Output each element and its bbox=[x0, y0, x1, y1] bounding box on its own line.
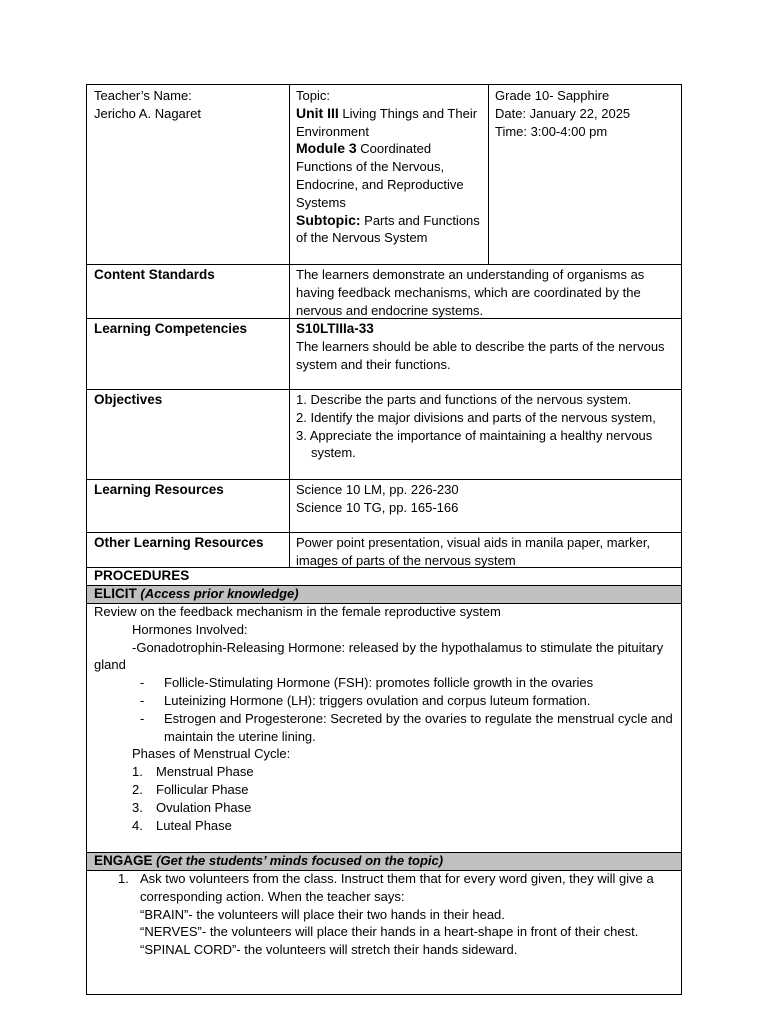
lesson-plan-table bbox=[86, 84, 682, 995]
subtopic-label: Subtopic: bbox=[296, 211, 361, 228]
objectives-cell bbox=[289, 389, 681, 462]
phase-item-text: Menstrual Phase bbox=[156, 764, 254, 780]
learning-resources-cell bbox=[289, 479, 681, 517]
objectives-label: Objectives bbox=[94, 392, 163, 407]
elicit-sub: (Access prior knowledge) bbox=[136, 586, 299, 601]
hormone-item: - Follicle-Stimulating Hormone (FSH): promotes follicle growth in the ovaries bbox=[140, 675, 594, 691]
engage-content bbox=[87, 870, 681, 959]
other-resources-label: Other Learning Resources bbox=[94, 535, 264, 550]
schedule-cell bbox=[488, 85, 681, 140]
phases-label: Phases of Menstrual Cycle: bbox=[132, 746, 291, 762]
engage-label: ENGAGE bbox=[94, 853, 153, 868]
hormones-label: Hormones Involved: bbox=[132, 621, 248, 637]
competency-code: S10LTIIIa-33 bbox=[296, 321, 374, 336]
unit-label: Unit III bbox=[296, 104, 339, 121]
elicit-content bbox=[87, 603, 681, 834]
unit-text: Living Things and Their Environment bbox=[296, 105, 478, 139]
module-text: Coordinated Functions of the Nervous, Endocrine, and Reproductive Systems bbox=[296, 141, 464, 210]
elicit-intro: Review on the feedback mechanism in the female reproductive system bbox=[94, 604, 501, 619]
elicit-heading bbox=[87, 585, 681, 603]
module-label: Module 3 bbox=[296, 140, 357, 157]
topic-label: Topic: bbox=[296, 88, 330, 103]
objective-item: 2. Identify the major divisions and parts of the nervous system, bbox=[296, 409, 656, 425]
topic-cell bbox=[289, 85, 488, 247]
hormone-item-text: Luteinizing Hormone (LH): triggers ovulation and corpus luteum formation. bbox=[164, 692, 591, 708]
engage-item-text: Ask two volunteers from the class. Instruct them that for every word given, they will give a corresponding action. When the teacher says: bbox=[140, 871, 654, 904]
phase-item: 2. Follicular Phase bbox=[132, 781, 249, 797]
learning-competencies-cell bbox=[289, 318, 681, 373]
hormone-item-text: Estrogen and Progesterone: Secreted by the ovaries to regulate the menstrual cycle and maintain the uterine lining. bbox=[164, 710, 673, 744]
engage-nerves: “NERVES”- the volunteers will place their hands in a heart-shape in front of their chest. bbox=[140, 924, 639, 940]
hormone-item: - Luteinizing Hormone (LH): triggers ovulation and corpus luteum formation. bbox=[140, 692, 591, 708]
engage-heading bbox=[87, 852, 681, 870]
content-standards-text: The learners demonstrate an understanding of organisms as having feedback mechanisms, which are coordinated by the nervous and endocrine systems. bbox=[296, 267, 645, 318]
engage-brain: “BRAIN”- the volunteers will place their two hands in their head. bbox=[140, 906, 505, 922]
competency-text: The learners should be able to describe the parts of the nervous system and their functions. bbox=[296, 338, 665, 372]
objective-item: 3. Appreciate the importance of maintaining a healthy nervous system. bbox=[296, 427, 653, 461]
phase-item: 4. Luteal Phase bbox=[132, 817, 232, 833]
learning-resources-label: Learning Resources bbox=[94, 482, 224, 497]
teacher-name: Jericho A. Nagaret bbox=[94, 105, 201, 121]
teacher-label: Teacher’s Name: bbox=[94, 88, 192, 103]
subtopic-text: Parts and Functions of the Nervous System bbox=[296, 212, 480, 246]
engage-sub: (Get the students’ minds focused on the topic) bbox=[152, 853, 444, 868]
resource-item: Science 10 TG, pp. 165-166 bbox=[296, 499, 459, 515]
engage-spinal: “SPINAL CORD”- the volunteers will stretch their hands sideward. bbox=[140, 942, 518, 958]
objective-item: 1. Describe the parts and functions of the nervous system. bbox=[296, 392, 632, 407]
grade-section: Grade 10- Sapphire bbox=[495, 88, 610, 103]
phase-item: 3. Ovulation Phase bbox=[132, 799, 252, 815]
phase-item-text: Luteal Phase bbox=[156, 817, 232, 833]
phase-item-text: Follicular Phase bbox=[156, 781, 249, 797]
teacher-cell bbox=[87, 85, 289, 123]
hormone-item: - Estrogen and Progesterone: Secreted by the ovaries to regulate the menstrual cycle and maintain the uterine lining. bbox=[94, 710, 675, 746]
elicit-label: ELICIT bbox=[94, 586, 137, 601]
lesson-time: Time: 3:00-4:00 pm bbox=[495, 123, 608, 139]
gnrh-item: -Gonadotrophin-Releasing Hormone: released by the hypothalamus to stimulate the pituitary gland bbox=[94, 639, 664, 673]
learning-competencies-label: Learning Competencies bbox=[94, 321, 248, 336]
phase-item-text: Ovulation Phase bbox=[156, 799, 252, 815]
lesson-date: Date: January 22, 2025 bbox=[495, 105, 631, 121]
content-standards-label: Content Standards bbox=[94, 267, 215, 282]
engage-item: 1. Ask two volunteers from the class. Instruct them that for every word given, they will give a corresponding action. When the teacher says: bbox=[94, 870, 675, 906]
hormone-item-text: Follicle-Stimulating Hormone (FSH): promotes follicle growth in the ovaries bbox=[164, 675, 594, 691]
resource-item: Science 10 LM, pp. 226-230 bbox=[296, 482, 459, 497]
phase-item: 1. Menstrual Phase bbox=[132, 764, 254, 780]
other-resources-text: Power point presentation, visual aids in manila paper, marker, images of parts of the nervous system bbox=[296, 535, 651, 568]
procedures-heading: PROCEDURES bbox=[94, 568, 190, 583]
